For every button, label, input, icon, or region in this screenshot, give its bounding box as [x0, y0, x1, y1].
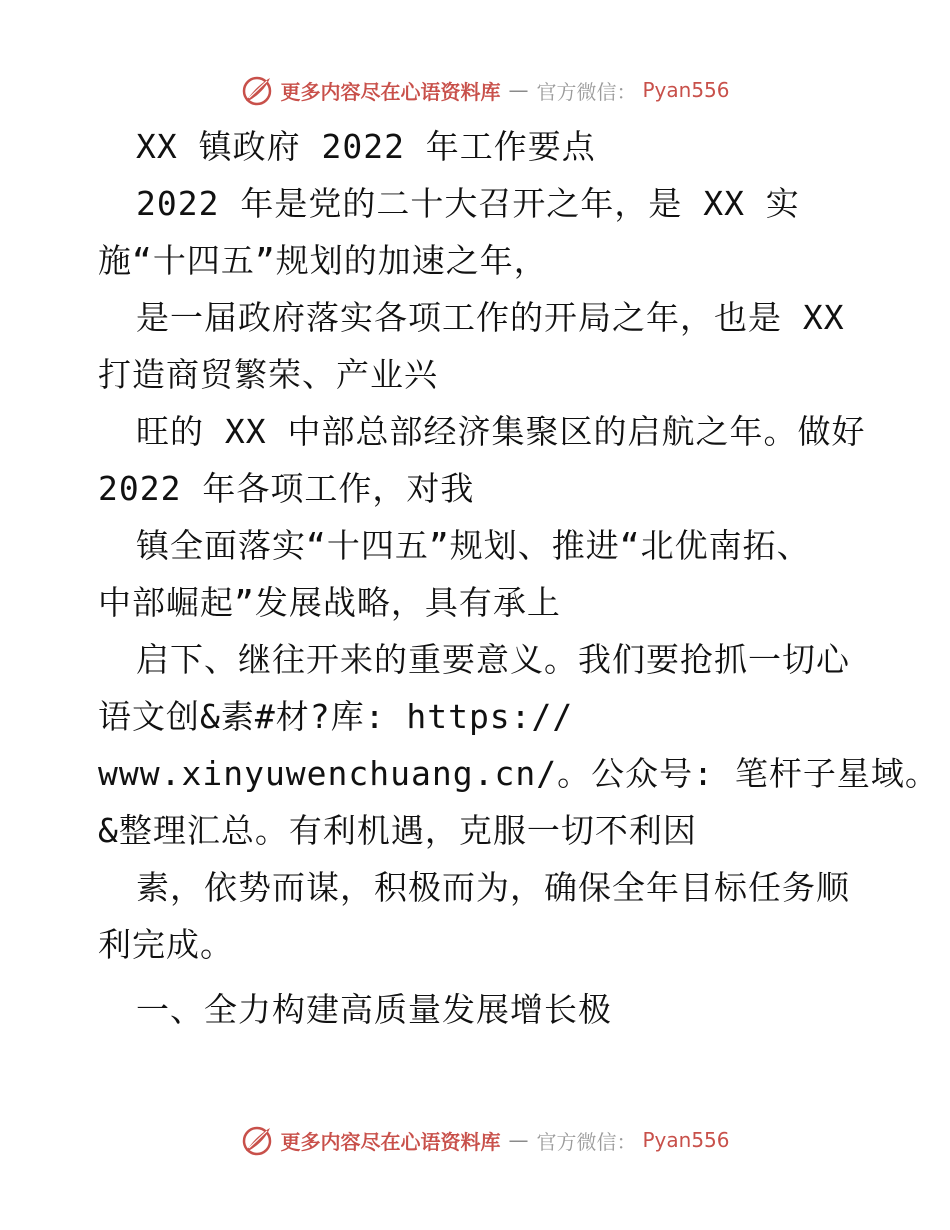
- section-heading: 一、全力构建高质量发展增长极: [136, 990, 612, 1029]
- paragraph-line: 素，依势而谋，积极而为，确保全年目标任务顺: [136, 868, 850, 907]
- paragraph-line: 施“十四五”规划的加速之年，: [98, 241, 548, 280]
- paragraph-line: 打造商贸繁荣、产业兴: [98, 355, 438, 394]
- brand-slogan: 更多内容尽在心语资料库: [280, 1129, 501, 1154]
- wechat-label: 官方微信：: [536, 79, 637, 104]
- paragraph-line: www.xinyuwenchuang.cn/。公众号: 笔杆子星域。: [98, 754, 939, 793]
- header-banner: [0, 70, 950, 110]
- document-title: XX 镇政府 2022 年工作要点: [136, 127, 596, 166]
- paragraph-line: &整理汇总。有利机遇，克服一切不利因: [98, 811, 697, 850]
- paragraph-line: 是一届政府落实各项工作的开局之年，也是 XX: [136, 298, 845, 337]
- paragraph-line: 语文创&素#材?库: https://: [98, 697, 574, 736]
- footer-banner: [0, 1120, 950, 1160]
- footer-banner-content: [240, 1123, 729, 1157]
- paragraph-line: 2022 年是党的二十大召开之年，是 XX 实: [136, 184, 800, 223]
- wechat-label: 官方微信：: [536, 1129, 637, 1154]
- header-banner-content: [240, 73, 729, 107]
- wechat-id: Pyan556: [642, 78, 730, 102]
- paragraph-line: 启下、继往开来的重要意义。我们要抢抓一切心: [136, 640, 850, 679]
- banner-separator: —: [508, 78, 529, 102]
- brand-slogan: 更多内容尽在心语资料库: [280, 79, 501, 104]
- wechat-id: Pyan556: [642, 1128, 730, 1152]
- paragraph-line: 2022 年各项工作，对我: [98, 469, 475, 508]
- paragraph-line: 旺的 XX 中部总部经济集聚区的启航之年。做好: [136, 412, 866, 451]
- document-body: [98, 118, 939, 1038]
- banner-separator: —: [508, 1128, 529, 1152]
- feather-quill-logo-icon: [240, 73, 274, 107]
- paragraph-line: 中部崛起”发展战略，具有承上: [98, 583, 561, 622]
- paragraph-line: 镇全面落实“十四五”规划、推进“北优南拓、: [136, 526, 811, 565]
- feather-quill-logo-icon: [240, 1123, 274, 1157]
- paragraph-line: 利完成。: [98, 925, 234, 964]
